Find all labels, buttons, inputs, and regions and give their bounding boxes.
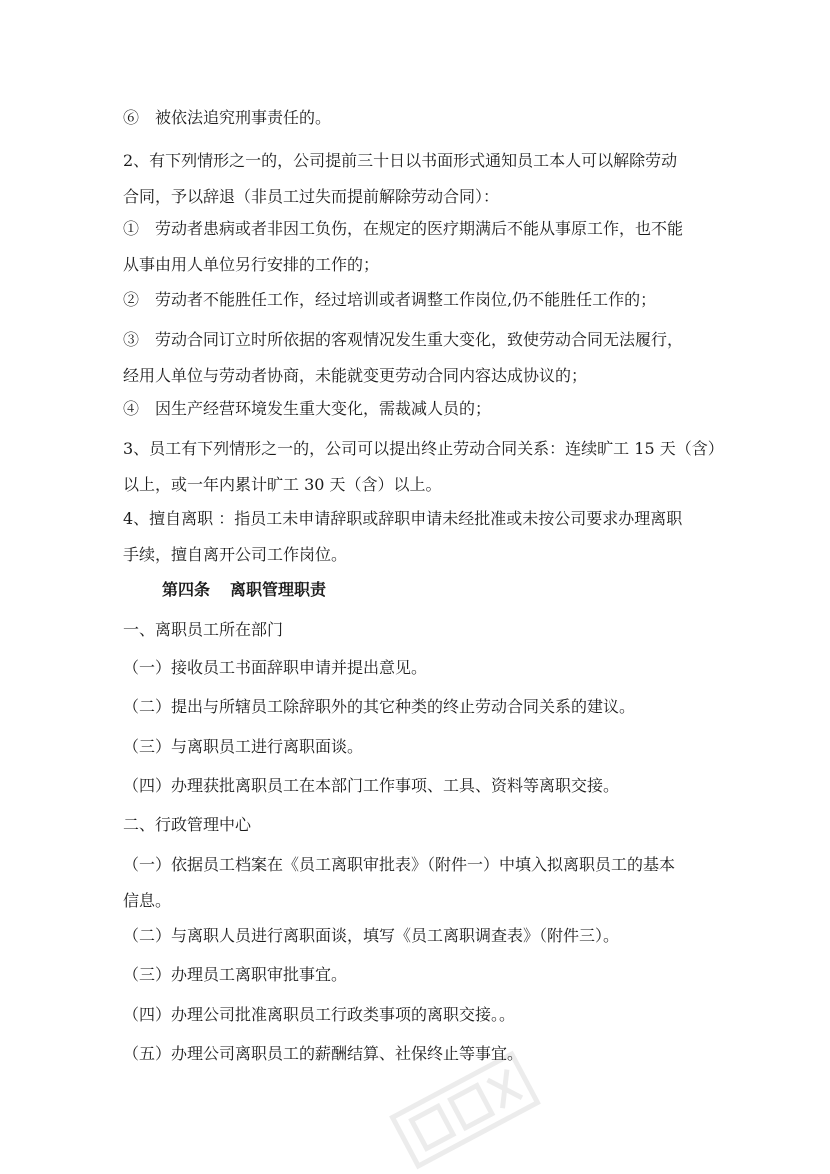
list-item: （二）提出与所辖员工除辞职外的其它种类的终止劳动合同关系的建议。 <box>123 697 636 716</box>
rule-4-paragraph <box>123 501 713 573</box>
list-item: （三）与离职员工进行离职面谈。 <box>123 737 364 756</box>
rule-2-paragraph <box>123 143 713 215</box>
clause-4-paragraph <box>123 391 713 427</box>
text-line: 合同，予以辞退（非员工过失而提前解除劳动合同）： <box>123 187 500 206</box>
text-line: （一）依据员工档案在《员工离职审批表》（附件一）中填入拟离职员工的基本 <box>123 855 676 874</box>
text-line: 经用人单位与劳动者协商，未能就变更劳动合同内容达成协议的； <box>123 366 588 385</box>
text-line: 4、擅自离职 ：指员工未申请辞职或辞职申请未经批准或未按公司要求办理离职 <box>123 509 683 528</box>
clause-1-paragraph <box>123 211 713 283</box>
text-line: （二）与离职人员进行离职面谈，填写《员工离职调查表》（附件三）。 <box>123 926 620 945</box>
text-line: 3、员工有下列情形之一的，公司可以提出终止劳动合同关系：连续旷工 15 天（含） <box>123 439 724 458</box>
text-line: ④ 因生产经营环境发生重大变化，需裁减人员的； <box>123 399 492 418</box>
list-item: （一）接收员工书面辞职申请并提出意见。 <box>123 658 428 677</box>
section-1-item <box>123 729 713 765</box>
text-line: 以上，或一年内累计旷工 30 天（含）以上。 <box>123 475 442 494</box>
section-title: 二、行政管理中心 <box>123 815 252 834</box>
text-line: ① 劳动者患病或者非因工负伤，在规定的医疗期满后不能从事原工作，也不能 <box>123 219 684 238</box>
text-line: 从事由用人单位另行安排的工作的； <box>123 255 380 274</box>
list-item: （四）办理获批离职员工在本部门工作事项、工具、资料等离职交接。 <box>123 776 620 795</box>
text-line: ③ 劳动合同订立时所依据的客观情况发生重大变化，致使劳动合同无法履行， <box>123 330 684 349</box>
clause-3-paragraph <box>123 322 713 394</box>
text-line: （五）办理公司离职员工的薪酬结算、社保终止等事宜。 <box>123 1044 524 1063</box>
article-number: 第四条 <box>162 580 211 599</box>
section-title: 一、离职员工所在部门 <box>123 620 284 639</box>
section-2-item <box>123 1036 713 1072</box>
clause-6-paragraph <box>123 100 713 136</box>
text-line: 手续，擅自离开公司工作岗位。 <box>123 545 348 564</box>
article-heading <box>162 572 326 608</box>
section-1-item <box>123 650 713 686</box>
section-2-title <box>123 807 713 843</box>
section-2-item <box>123 847 713 919</box>
article-title: 离职管理职责 <box>230 580 327 599</box>
text-line: ⑥ 被依法追究刑事责任的。 <box>123 108 332 127</box>
text-line: ② 劳动者不能胜任工作，经过培训或者调整工作岗位,仍不能胜任工作的； <box>123 290 657 309</box>
clause-2-paragraph <box>123 282 713 318</box>
section-1-item <box>123 689 713 725</box>
section-2-item <box>123 918 713 954</box>
section-2-item <box>123 997 713 1033</box>
section-2-item <box>123 957 713 993</box>
text-line: 2、有下列情形之一的，公司提前三十日以书面形式通知员工本人可以解除劳动 <box>123 151 678 170</box>
rule-3-paragraph <box>123 431 724 503</box>
section-1-item <box>123 768 713 804</box>
section-1-title <box>123 612 713 648</box>
text-line: （四）办理公司批准离职员工行政类事项的离职交接。。 <box>123 1005 516 1024</box>
text-line: （三）办理员工离职审批事宜。 <box>123 965 348 984</box>
text-line: 信息。 <box>123 891 172 910</box>
